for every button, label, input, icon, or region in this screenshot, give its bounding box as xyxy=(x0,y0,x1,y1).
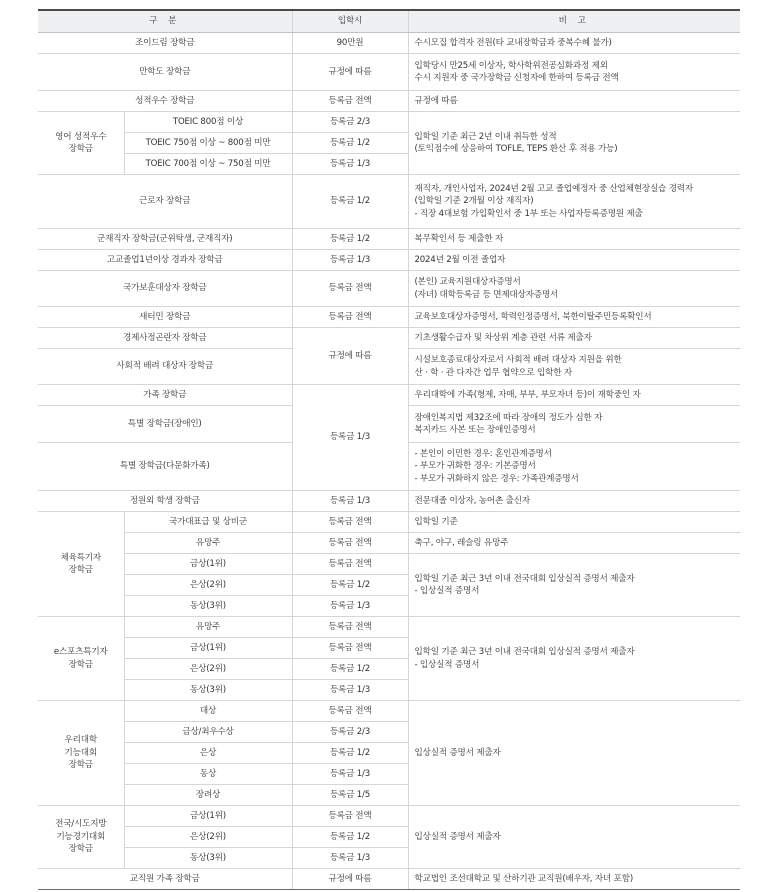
scholarship-amount: 규정에 따름 xyxy=(292,869,408,890)
scholarship-name: 특별 장학금(장애인) xyxy=(38,406,292,443)
scholarship-name: TOEIC 800점 이상 xyxy=(124,112,292,133)
table-row xyxy=(38,554,740,575)
scholarship-notes: 입학일 기준 xyxy=(408,512,740,533)
scholarship-notes: 재직자, 개인사업자, 2024년 2월 고교 졸업예정자 중 산업체현장실습 경력자 (입학일 기준 2개월 이상 재직자) - 직장 4대보험 가입확인서 중 1부 또는 사업자등록증명원 제출 xyxy=(408,175,740,229)
scholarship-name: 성적우수 장학금 xyxy=(38,91,292,112)
scholarship-name: 금상/최우수상 xyxy=(124,722,292,743)
scholarship-amount: 등록금 1/3 xyxy=(292,596,408,617)
scholarship-amount: 등록금 전액 xyxy=(292,307,408,328)
scholarship-name: 정원외 학생 장학금 xyxy=(38,491,292,512)
scholarship-table xyxy=(38,9,740,890)
scholarship-amount: 등록금 전액 xyxy=(292,512,408,533)
scholarship-notes: - 본인이 이민한 경우: 혼인관계증명서 - 부모가 귀화한 경우: 기본증명서 - 부모가 귀화하지 않은 경우: 가족관계증명서 xyxy=(408,443,740,491)
scholarship-amount: 등록금 1/3 xyxy=(292,154,408,175)
scholarship-name: 은상(2위) xyxy=(124,575,292,596)
table-row xyxy=(38,701,740,722)
table-row xyxy=(38,869,740,890)
scholarship-name: 군재직자 장학금(군위탁생, 군재직자) xyxy=(38,229,292,250)
header-category: 구 분 xyxy=(38,10,292,33)
scholarship-amount: 등록금 1/2 xyxy=(292,575,408,596)
scholarship-amount: 등록금 1/3 xyxy=(292,848,408,869)
table-row xyxy=(38,307,740,328)
scholarship-name: 은상 xyxy=(124,743,292,764)
scholarship-name: 금상(1위) xyxy=(124,806,292,827)
scholarship-notes: 복무확인서 등 제출한 자 xyxy=(408,229,740,250)
scholarship-name: 대상 xyxy=(124,701,292,722)
scholarship-name: 만학도 장학금 xyxy=(38,54,292,91)
scholarship-amount: 등록금 전액 xyxy=(292,701,408,722)
scholarship-amount: 등록금 1/3 xyxy=(292,680,408,701)
table-row xyxy=(38,271,740,307)
table-row xyxy=(38,54,740,91)
scholarship-name: 근로자 장학금 xyxy=(38,175,292,229)
table-row xyxy=(38,512,740,533)
scholarship-name: 유망주 xyxy=(124,617,292,638)
scholarship-amount: 등록금 1/2 xyxy=(292,743,408,764)
scholarship-amount: 등록금 1/2 xyxy=(292,659,408,680)
scholarship-name: 사회적 배려 대상자 장학금 xyxy=(38,349,292,385)
header-remarks: 비 고 xyxy=(408,10,740,33)
scholarship-amount: 등록금 1/2 xyxy=(292,133,408,154)
scholarship-notes: 규정에 따름 xyxy=(408,91,740,112)
scholarship-amount: 등록금 전액 xyxy=(292,617,408,638)
scholarship-amount: 90만원 xyxy=(292,33,408,54)
scholarship-amount: 등록금 1/3 xyxy=(292,385,408,491)
table-row xyxy=(38,806,740,827)
scholarship-name: 동상(3위) xyxy=(124,848,292,869)
scholarship-name: 유망주 xyxy=(124,533,292,554)
scholarship-amount: 등록금 전액 xyxy=(292,638,408,659)
scholarship-amount: 등록금 1/2 xyxy=(292,827,408,848)
scholarship-amount: 등록금 1/2 xyxy=(292,175,408,229)
header-admission: 입학시 xyxy=(292,10,408,33)
scholarship-notes: 2024년 2월 이전 졸업자 xyxy=(408,250,740,271)
scholarship-name: 경제사정곤란자 장학금 xyxy=(38,328,292,349)
scholarship-amount: 등록금 1/5 xyxy=(292,785,408,806)
group-national-contest: 전국/시도지방 기능경기대회 장학금 xyxy=(38,806,124,869)
scholarship-name: 새터민 장학금 xyxy=(38,307,292,328)
scholarship-name: 국가대표급 및 상비군 xyxy=(124,512,292,533)
scholarship-name: 가족 장학금 xyxy=(38,385,292,406)
scholarship-name: 은상(2위) xyxy=(124,827,292,848)
scholarship-name: 교직원 가족 장학금 xyxy=(38,869,292,890)
scholarship-name: 장려상 xyxy=(124,785,292,806)
scholarship-name: TOEIC 750점 이상 ~ 800점 미만 xyxy=(124,133,292,154)
scholarship-notes: 입상실적 증명서 제출자 xyxy=(408,701,740,806)
scholarship-notes: 입학일 기준 최근 2년 이내 취득한 성적 (토익점수에 상응하여 TOFLE, TEPS 환산 후 적용 가능) xyxy=(408,112,740,175)
scholarship-name: 조이드림 장학금 xyxy=(38,33,292,54)
scholarship-notes: 우리대학에 가족(형제, 자매, 부부, 부모자녀 등)이 재학중인 자 xyxy=(408,385,740,406)
group-english: 영어 성적우수 장학금 xyxy=(38,112,124,175)
table-row xyxy=(38,229,740,250)
scholarship-name: 금상(1위) xyxy=(124,638,292,659)
scholarship-amount: 규정에 따름 xyxy=(292,328,408,385)
scholarship-name: TOEIC 700점 이상 ~ 750점 미만 xyxy=(124,154,292,175)
scholarship-amount: 규정에 따름 xyxy=(292,54,408,91)
group-skills-contest: 우리대학 기능대회 장학금 xyxy=(38,701,124,806)
scholarship-notes: 입학일 기준 최근 3년 이내 전국대회 입상실적 증명서 제출자 - 입상실적 증명서 xyxy=(408,617,740,701)
scholarship-amount: 등록금 1/2 xyxy=(292,229,408,250)
scholarship-amount: 등록금 전액 xyxy=(292,271,408,307)
scholarship-amount: 등록금 1/3 xyxy=(292,764,408,785)
scholarship-name: 동상(3위) xyxy=(124,680,292,701)
scholarship-name: 동상 xyxy=(124,764,292,785)
table-row xyxy=(38,533,740,554)
scholarship-notes: 전문대졸 이상자, 농어촌 출신자 xyxy=(408,491,740,512)
scholarship-amount: 등록금 전액 xyxy=(292,554,408,575)
scholarship-amount: 등록금 1/3 xyxy=(292,491,408,512)
table-row xyxy=(38,91,740,112)
scholarship-name: 국가보훈대상자 장학금 xyxy=(38,271,292,307)
scholarship-amount: 등록금 2/3 xyxy=(292,112,408,133)
scholarship-notes: 축구, 야구, 레슬링 유망주 xyxy=(408,533,740,554)
scholarship-name: 금상(1위) xyxy=(124,554,292,575)
table-row xyxy=(38,33,740,54)
scholarship-amount: 등록금 전액 xyxy=(292,533,408,554)
group-esports: e스포츠특기자 장학금 xyxy=(38,617,124,701)
scholarship-name: 은상(2위) xyxy=(124,659,292,680)
scholarship-notes: 학교법인 조선대학교 및 산하기관 교직원(배우자, 자녀 포함) xyxy=(408,869,740,890)
scholarship-notes: 장애인복지법 제32조에 따라 장애의 정도가 심한 자 복지카드 사본 또는 장애인증명서 xyxy=(408,406,740,443)
scholarship-notes: (본인) 교육지원대상자증명서 (자녀) 대학등록금 등 면제대상자증명서 xyxy=(408,271,740,307)
scholarship-notes: 기초생활수급자 및 차상위 계층 관련 서류 제출자 xyxy=(408,328,740,349)
scholarship-notes: 교육보호대상자증명서, 학력인정증명서, 북한이탈주민등록확인서 xyxy=(408,307,740,328)
scholarship-name: 동상(3위) xyxy=(124,596,292,617)
scholarship-notes: 입학당시 만25세 이상자, 학사학위전공심화과정 제외 수시 지원자 중 국가장학금 신청자에 한하여 등록금 전액 xyxy=(408,54,740,91)
table-row xyxy=(38,491,740,512)
table-row xyxy=(38,617,740,638)
scholarship-name: 특별 장학금(다문화가족) xyxy=(38,443,292,491)
table-row xyxy=(38,112,740,133)
scholarship-notes: 입학일 기준 최근 3년 이내 전국대회 입상실적 증명서 제출자 - 입상실적 증명서 xyxy=(408,554,740,617)
scholarship-notes: 시설보호종료대상자로서 사회적 배려 대상자 지원을 위한 산 · 학 · 관 다자간 업무 협약으로 입학한 자 xyxy=(408,349,740,385)
scholarship-amount: 등록금 전액 xyxy=(292,806,408,827)
scholarship-notes: 입상실적 증명서 제출자 xyxy=(408,806,740,869)
group-sports: 체육특기자 장학금 xyxy=(38,512,124,617)
table-row xyxy=(38,328,740,349)
scholarship-name: 고교졸업1년이상 경과자 장학금 xyxy=(38,250,292,271)
table-header-row xyxy=(38,10,740,33)
scholarship-amount: 등록금 1/3 xyxy=(292,250,408,271)
table-row xyxy=(38,250,740,271)
scholarship-amount: 등록금 2/3 xyxy=(292,722,408,743)
table-row xyxy=(38,175,740,229)
scholarship-notes: 수시모집 합격자 전원(타 교내장학금과 중복수혜 불가) xyxy=(408,33,740,54)
scholarship-amount: 등록금 전액 xyxy=(292,91,408,112)
table-row xyxy=(38,385,740,406)
